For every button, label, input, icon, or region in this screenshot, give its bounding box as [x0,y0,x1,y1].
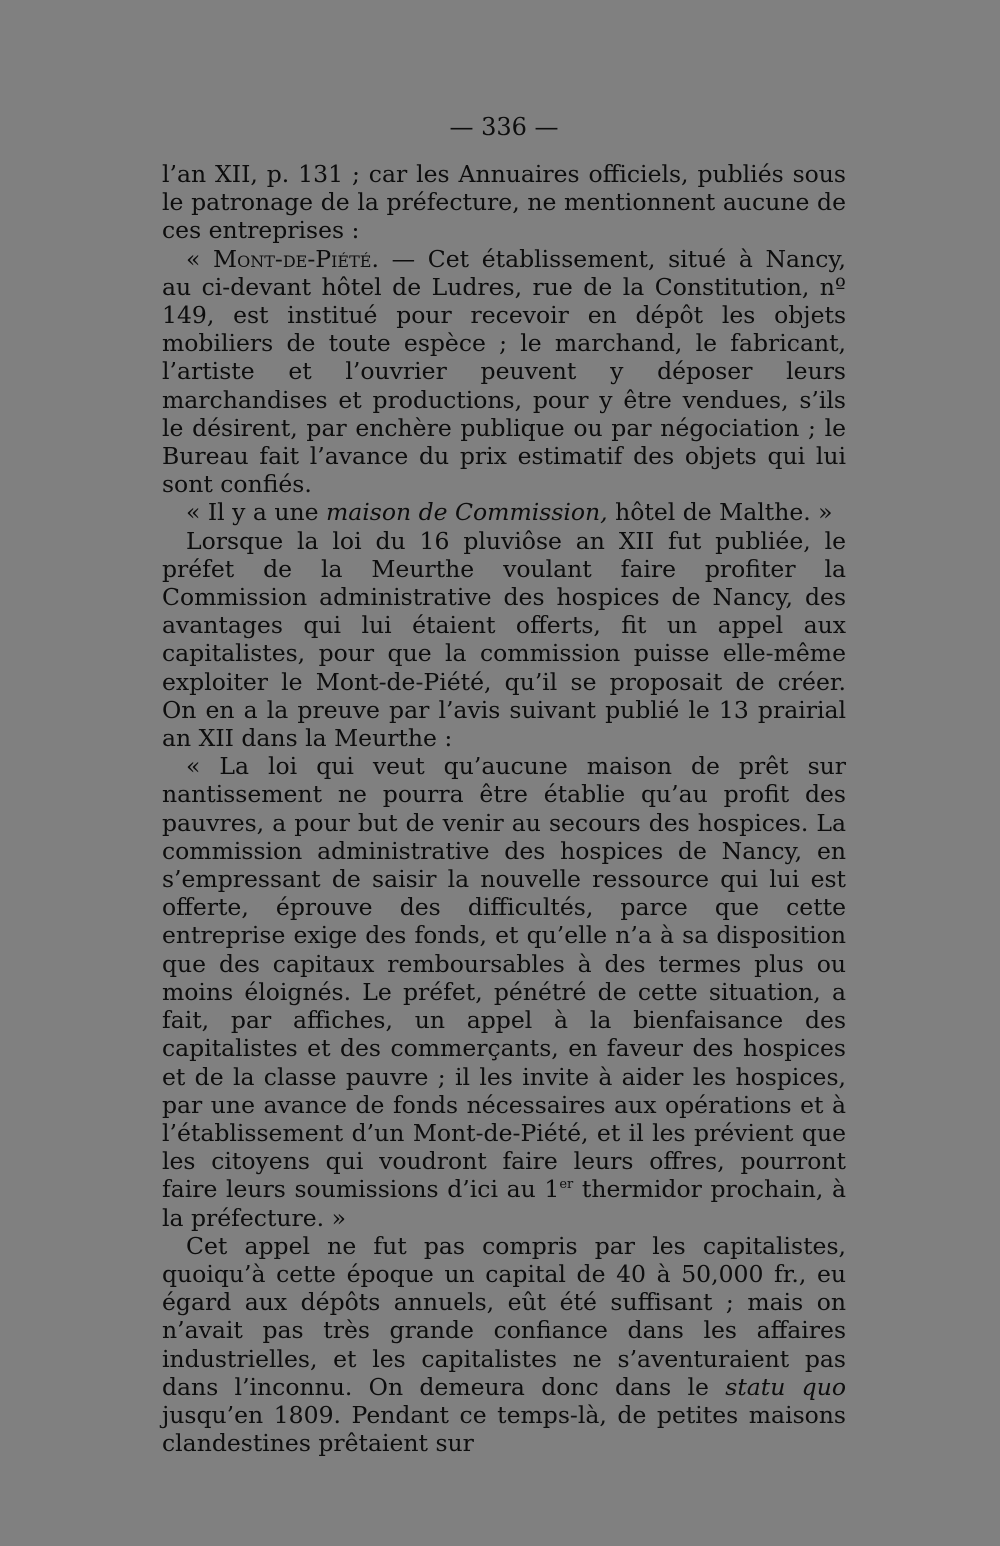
paragraph-mont-de-piete-quote [162,245,846,499]
paragraph-text: l’an XII, p. 131 ; car les Annuaires officiels, publiés sous le patronage de la préfecture, ne mentionnent aucune de ces entreprises : [162,160,846,245]
italic-phrase: statu quo [725,1372,846,1401]
page-number: — 336 — [449,113,559,141]
paragraph-maison-commission [162,498,846,526]
superscript: er [559,1177,574,1193]
paragraph-avis-quote [162,752,846,1231]
paragraph-lead: « Il y a une [186,498,326,527]
paragraph-text: « La loi qui veut qu’aucune maison de prêt sur nantissement ne pourra être établie qu’au profit des pauvres, a pour but de venir au secours des hospices. La commission administrative des hospices de Nancy, en s’empressant de saisir la nouvelle ressource qui lui est offerte, éprouve des difficultés, parce que cette entreprise exige des fonds, et qu’elle n’a à sa disposition que des capitaux remboursables à des termes plus ou moins éloignés. Le préfet, pénétré de cette situation, a fait, par affiches, un appel à la bienfaisance des capitalistes et des commerçants, en faveur des hospices et de la classe pauvre ; il les invite à aider les hospices, par une avance de fonds nécessaires aux opérations et à l’établissement d’un Mont-de-Piété, et il les prévient que les citoyens qui voudront faire leurs offres, pourront faire leurs soumissions d’ici au 1 [162,752,846,1204]
heading-smallcaps: Mont-de-Piété. [213,244,379,273]
italic-phrase: maison de Commission, [326,498,608,527]
paragraph-continuation [162,160,846,245]
paragraph-tail: thermidor prochain, à la préfecture. » [162,1175,846,1232]
paragraph-text: Lorsque la loi du 16 pluviôse an XII fut publiée, le préfet de la Meurthe voulant faire profiter la Commission administrative des hospices de Nancy, des avantages qui lui étaient offerts, fit un appel aux capitalistes, pour que la commission puisse elle-même exploiter le Mont-de-Piété, qu’il se proposait de créer. On en a la preuve par l’avis suivant publié le 13 prairial an XII dans la Meurthe : [162,526,846,753]
paragraph-appel-capitalistes [162,1232,846,1458]
paragraph-text: hôtel de Malthe. » [607,498,833,527]
paragraph-lead: Cet appel ne fut pas compris par les capitalistes, quoiqu’à cette époque un capital de 40 à 50,000 fr., eu égard aux dépôts annuels, eût été suffisant ; mais on n’avait pas très grande confiance dans les affaires industrielles, et les capitalistes ne s’aventuraient pas dans l’inconnu. On demeura donc dans le [162,1231,846,1401]
paragraph-text: — Cet établissement, situé à Nancy, au ci-devant hôtel de Ludres, rue de la Constitution, nº 149, est institué pour recevoir en dépôt les objets mobiliers de toute espèce ; le marchand, le fabricant, l’artiste et l’ouvrier peuvent y déposer leurs marchandises et productions, pour y être vendues, s’ils le désirent, par enchère publique ou par négociation ; le Bureau fait l’avance du prix estimatif des objets qui lui sont confiés. [162,244,846,499]
paragraph-loi-pluviose [162,527,846,753]
paragraph-text: jusqu’en 1809. Pendant ce temps-là, de petites maisons clandestines prêtaient sur [162,1400,846,1458]
quote-open: « [186,244,214,273]
book-page [162,112,846,1457]
